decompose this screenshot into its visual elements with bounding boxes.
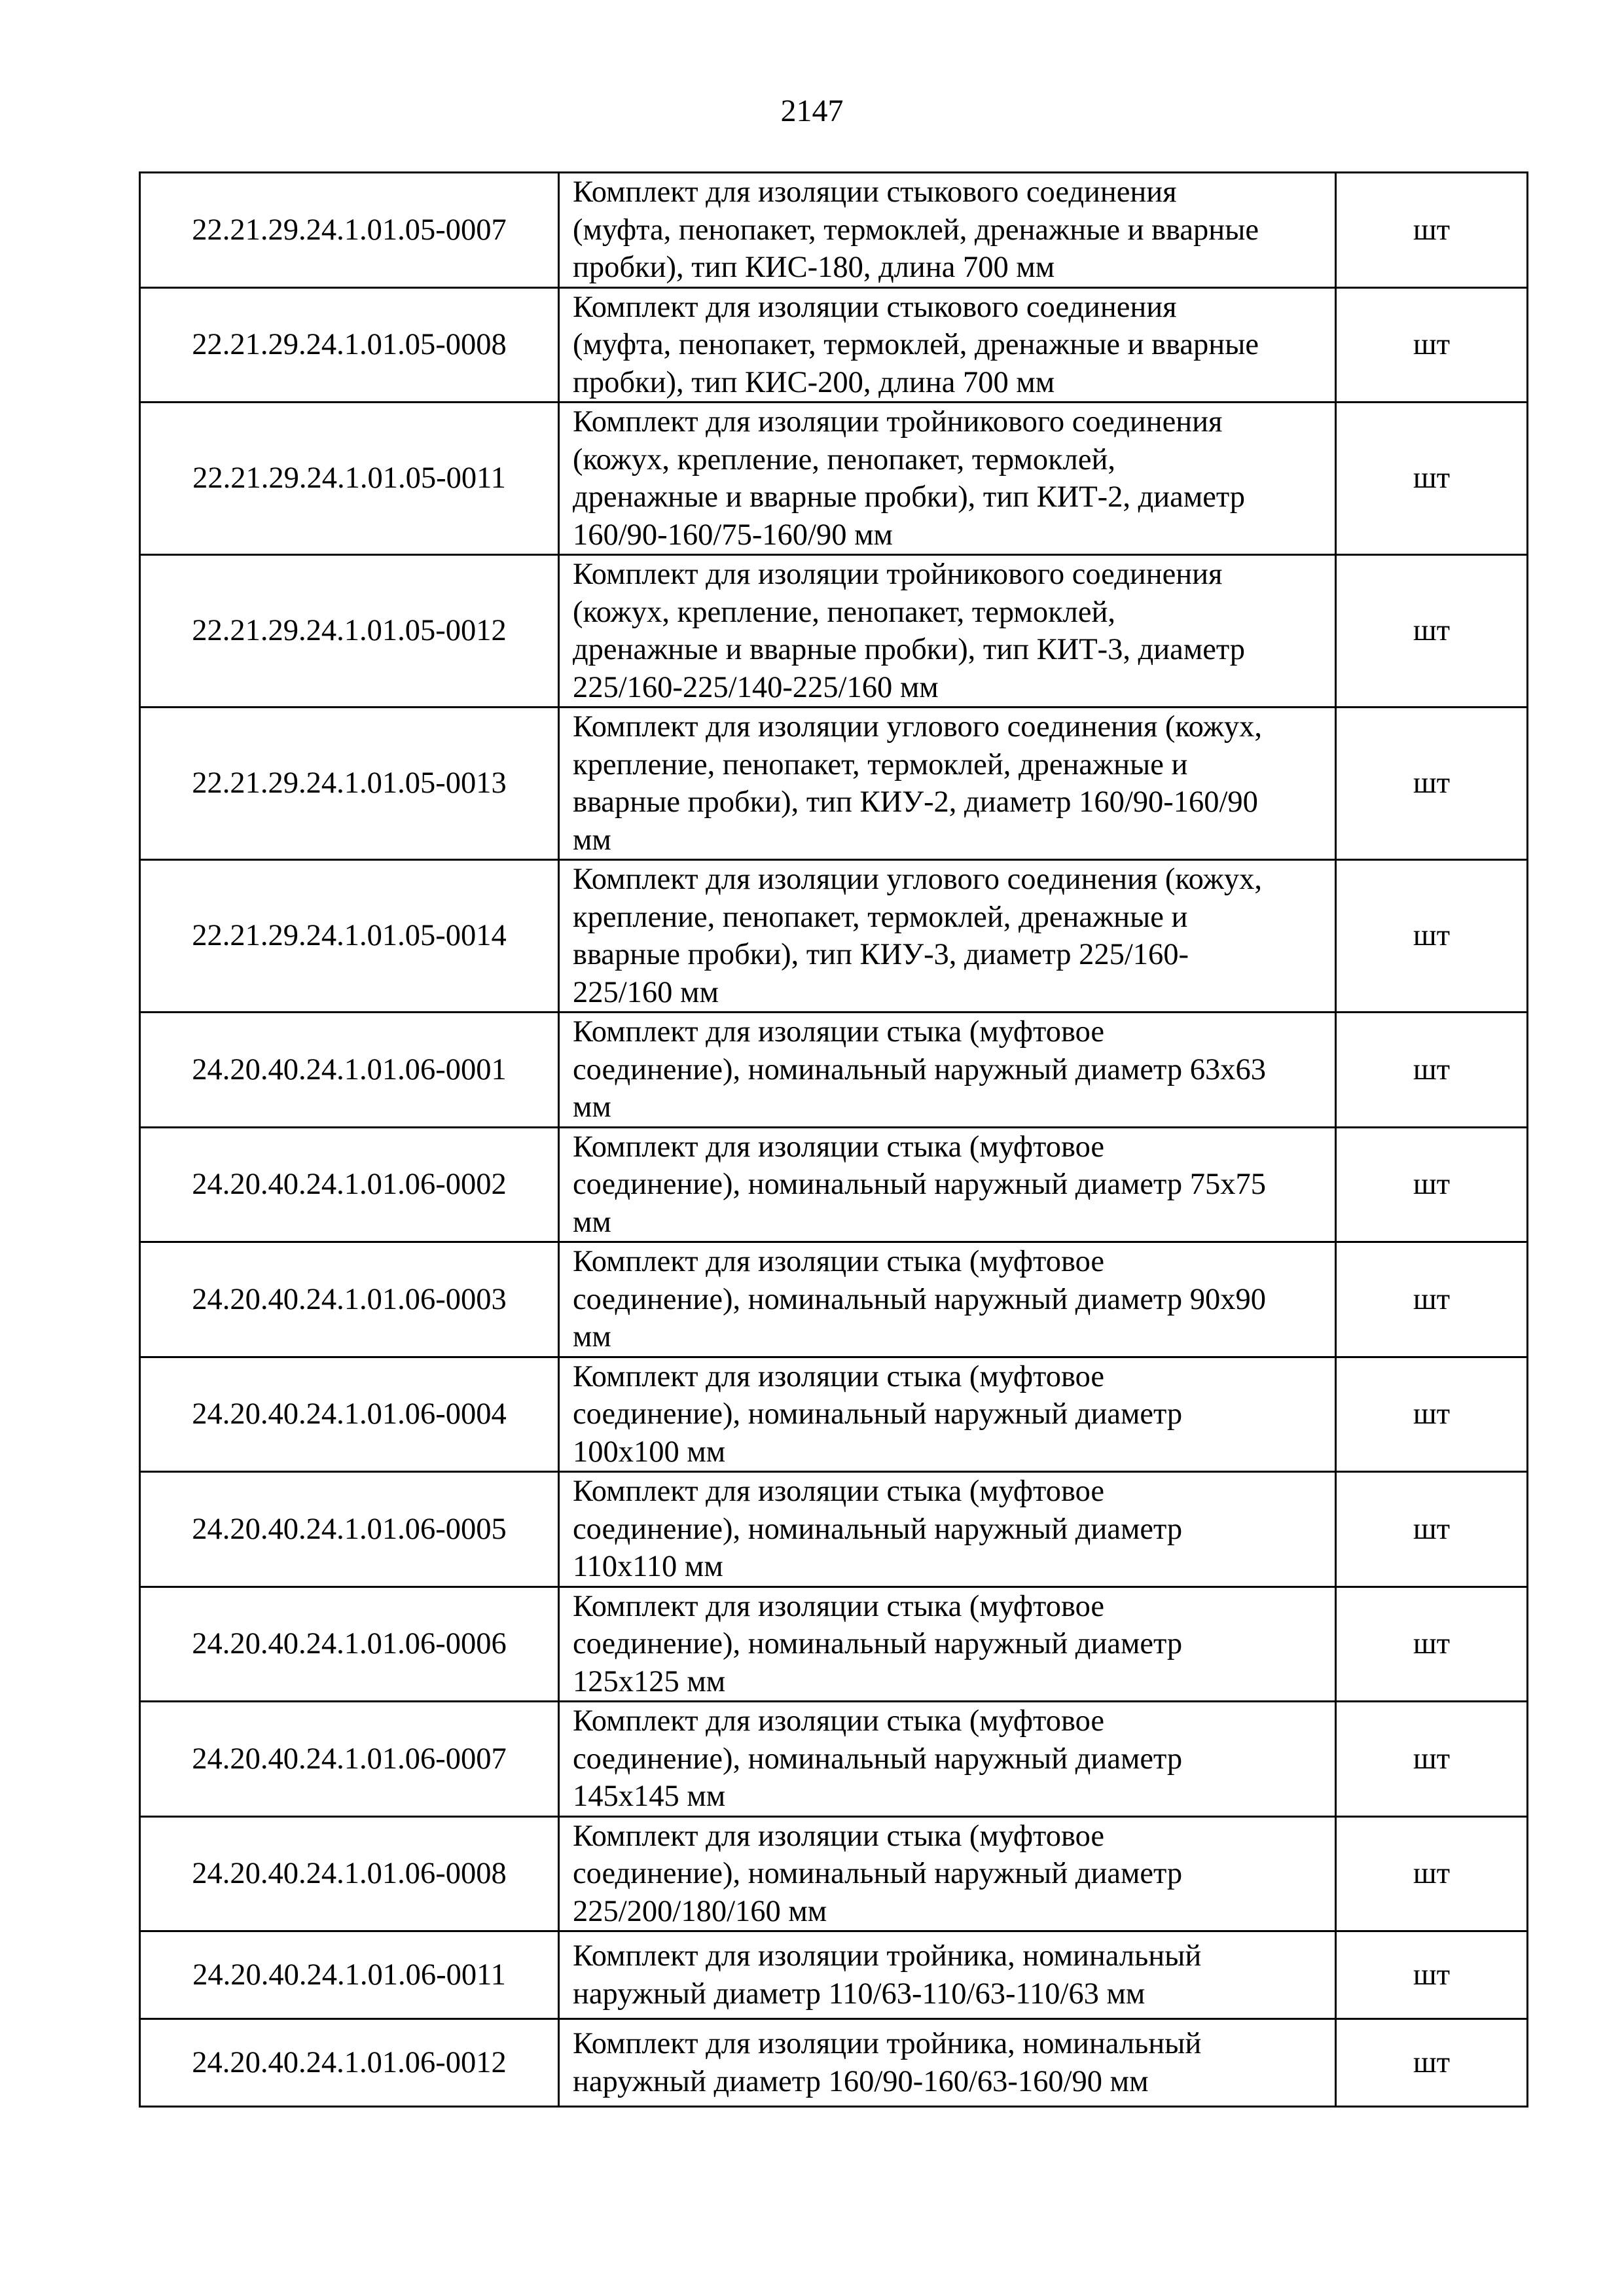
table-row [140,1702,1528,1817]
table-row [140,403,1528,555]
resource-description [559,1587,1336,1702]
table-row [140,708,1528,860]
resource-description [559,403,1336,555]
unit-of-measure: шт [1336,173,1528,288]
unit-of-measure: шт [1336,2019,1528,2107]
resource-code: 24.20.40.24.1.01.06-0012 [140,2019,559,2107]
description-line: пробки), тип КИС-180, длина 700 мм [573,251,1055,284]
resource-code: 24.20.40.24.1.01.06-0001 [140,1013,559,1128]
table-row [140,173,1528,288]
unit-of-measure: шт [1336,1702,1528,1817]
description-line: Комплект для изоляции стыка (муфтовое [573,1589,1105,1623]
resource-code: 22.21.29.24.1.01.05-0013 [140,708,559,860]
resource-description [559,2019,1336,2107]
description-line: мм [573,1320,611,1354]
resource-description [559,173,1336,288]
resource-code: 24.20.40.24.1.01.06-0004 [140,1357,559,1472]
unit-of-measure: шт [1336,860,1528,1013]
description-line: Комплект для изоляции тройника, номинальный [573,1939,1202,1973]
description-line: дренажные и вварные пробки), тип КИТ-2, диаметр [573,480,1246,514]
resource-description [559,708,1336,860]
description-line: Комплект для изоляции стыка (муфтовое [573,1704,1105,1738]
unit-of-measure: шт [1336,1472,1528,1587]
resource-description [559,1242,1336,1357]
resource-description [559,555,1336,708]
resource-description [559,860,1336,1013]
table-row [140,860,1528,1013]
description-line: 160/90-160/75-160/90 мм [573,518,893,552]
table-row [140,2019,1528,2107]
description-line: (муфта, пенопакет, термоклей, дренажные и вварные [573,213,1259,247]
description-line: Комплект для изоляции стыка (муфтовое [573,1359,1105,1393]
description-line: мм [573,1090,611,1124]
description-line: соединение), номинальный наружный диаметр [573,1627,1183,1660]
description-line: (муфта, пенопакет, термоклей, дренажные и вварные [573,328,1259,361]
table-row [140,1357,1528,1472]
description-line: Комплект для изоляции тройникового соединения [573,405,1223,439]
resource-code: 22.21.29.24.1.01.05-0008 [140,287,559,403]
description-line: Комплект для изоляции тройникового соединения [573,558,1223,591]
unit-of-measure: шт [1336,1013,1528,1128]
resource-description [559,287,1336,403]
resource-code: 24.20.40.24.1.01.06-0007 [140,1702,559,1817]
description-line: (кожух, крепление, пенопакет, термоклей, [573,442,1116,476]
resource-code: 22.21.29.24.1.01.05-0007 [140,173,559,288]
description-line: соединение), номинальный наружный диаметр 75х75 [573,1168,1267,1201]
table-row [140,555,1528,708]
description-line: 110х110 мм [573,1550,723,1583]
unit-of-measure: шт [1336,287,1528,403]
unit-of-measure: шт [1336,708,1528,860]
description-line: 225/160-225/140-225/160 мм [573,670,939,704]
unit-of-measure: шт [1336,1587,1528,1702]
description-line: Комплект для изоляции тройника, номинальный [573,2027,1202,2060]
resource-code: 24.20.40.24.1.01.06-0008 [140,1816,559,1931]
resource-code: 24.20.40.24.1.01.06-0006 [140,1587,559,1702]
resource-description [559,1127,1336,1242]
resource-code: 24.20.40.24.1.01.06-0005 [140,1472,559,1587]
resource-code: 24.20.40.24.1.01.06-0002 [140,1127,559,1242]
description-line: 225/200/180/160 мм [573,1894,827,1928]
description-line: Комплект для изоляции углового соединения (кожух, [573,863,1262,896]
description-line: Комплект для изоляции стыкового соединения [573,290,1177,324]
description-line: Комплект для изоляции стыкового соединения [573,175,1177,209]
table-row [140,1242,1528,1357]
table-row [140,1816,1528,1931]
description-line: пробки), тип КИС-200, длина 700 мм [573,365,1055,399]
unit-of-measure: шт [1336,1127,1528,1242]
resource-code: 24.20.40.24.1.01.06-0003 [140,1242,559,1357]
description-line: соединение), номинальный наружный диаметр [573,1512,1183,1546]
table-row [140,1472,1528,1587]
resource-table [139,171,1528,2108]
unit-of-measure: шт [1336,1931,1528,2019]
unit-of-measure: шт [1336,403,1528,555]
unit-of-measure: шт [1336,1357,1528,1472]
description-line: соединение), номинальный наружный диаметр [573,1857,1183,1890]
description-line: наружный диаметр 160/90-160/63-160/90 мм [573,2064,1149,2098]
resource-description [559,1702,1336,1817]
page-number: 2147 [780,94,844,128]
description-line: 100х100 мм [573,1435,726,1469]
description-line: 225/160 мм [573,975,719,1009]
unit-of-measure: шт [1336,1242,1528,1357]
resource-description [559,1013,1336,1128]
unit-of-measure: шт [1336,555,1528,708]
resource-description [559,1816,1336,1931]
table-row [140,1013,1528,1128]
resource-code: 22.21.29.24.1.01.05-0011 [140,403,559,555]
unit-of-measure: шт [1336,1816,1528,1931]
description-line: Комплект для изоляции стыка (муфтовое [573,1245,1105,1278]
description-line: соединение), номинальный наружный диаметр 90х90 [573,1282,1267,1316]
resource-code: 24.20.40.24.1.01.06-0011 [140,1931,559,2019]
description-line: крепление, пенопакет, термоклей, дренажные и [573,900,1188,934]
description-line: соединение), номинальный наружный диаметр 63х63 [573,1052,1267,1086]
resource-code: 22.21.29.24.1.01.05-0014 [140,860,559,1013]
table-row [140,1127,1528,1242]
table-row [140,287,1528,403]
table-row [140,1931,1528,2019]
description-line: 145х145 мм [573,1780,726,1813]
description-line: вварные пробки), тип КИУ-2, диаметр 160/90-160/90 [573,785,1258,819]
description-line: 125х125 мм [573,1664,726,1698]
resource-code: 22.21.29.24.1.01.05-0012 [140,555,559,708]
resource-description [559,1472,1336,1587]
description-line: наружный диаметр 110/63-110/63-110/63 мм [573,1977,1146,2011]
description-line: вварные пробки), тип КИУ-3, диаметр 225/160- [573,938,1189,971]
description-line: Комплект для изоляции стыка (муфтовое [573,1819,1105,1853]
description-line: (кожух, крепление, пенопакет, термоклей, [573,595,1116,629]
description-line: мм [573,823,611,857]
description-line: Комплект для изоляции стыка (муфтовое [573,1015,1105,1049]
description-line: Комплект для изоляции стыка (муфтовое [573,1130,1105,1164]
resource-description [559,1931,1336,2019]
resource-description [559,1357,1336,1472]
description-line: Комплект для изоляции углового соединения (кожух, [573,710,1262,744]
description-line: соединение), номинальный наружный диаметр [573,1742,1183,1776]
description-line: дренажные и вварные пробки), тип КИТ-3, диаметр [573,633,1246,666]
description-line: Комплект для изоляции стыка (муфтовое [573,1475,1105,1508]
description-line: крепление, пенопакет, термоклей, дренажные и [573,747,1188,781]
description-line: соединение), номинальный наружный диаметр [573,1397,1183,1431]
description-line: мм [573,1205,611,1239]
table-row [140,1587,1528,1702]
